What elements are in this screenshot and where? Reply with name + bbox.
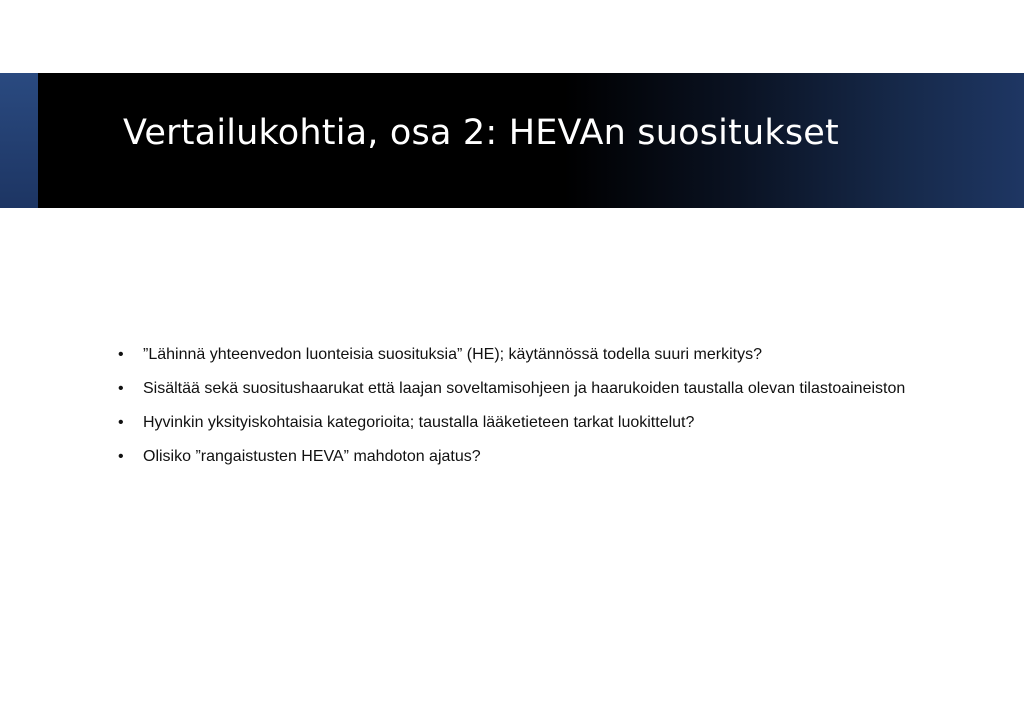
slide-title: Vertailukohtia, osa 2: HEVAn suositukset (123, 113, 839, 153)
bullet-item (112, 344, 912, 366)
bullet-marker: • (118, 414, 124, 431)
bullet-text: Sisältää sekä suositushaarukat että laajan soveltamisohjeen ja haarukoiden taustalla olevan tilastoaineiston (143, 380, 906, 397)
bullet-item (112, 446, 912, 468)
bullet-item (112, 412, 912, 434)
bullet-text: ”Lähinnä yhteenvedon luonteisia suosituksia” (HE); käytännössä todella suuri merkitys? (143, 346, 762, 363)
bullet-marker: • (118, 346, 124, 363)
bullet-text: Hyvinkin yksityiskohtaisia kategorioita; taustalla lääketieteen tarkat luokittelut? (143, 414, 695, 431)
accent-bar (0, 73, 38, 208)
bullet-marker: • (118, 448, 124, 465)
bullet-text: Olisiko ”rangaistusten HEVA” mahdoton ajatus? (143, 448, 481, 465)
bullet-list (112, 344, 912, 480)
bullet-item (112, 378, 912, 400)
title-band (0, 73, 1024, 208)
bullet-marker: • (118, 380, 124, 397)
